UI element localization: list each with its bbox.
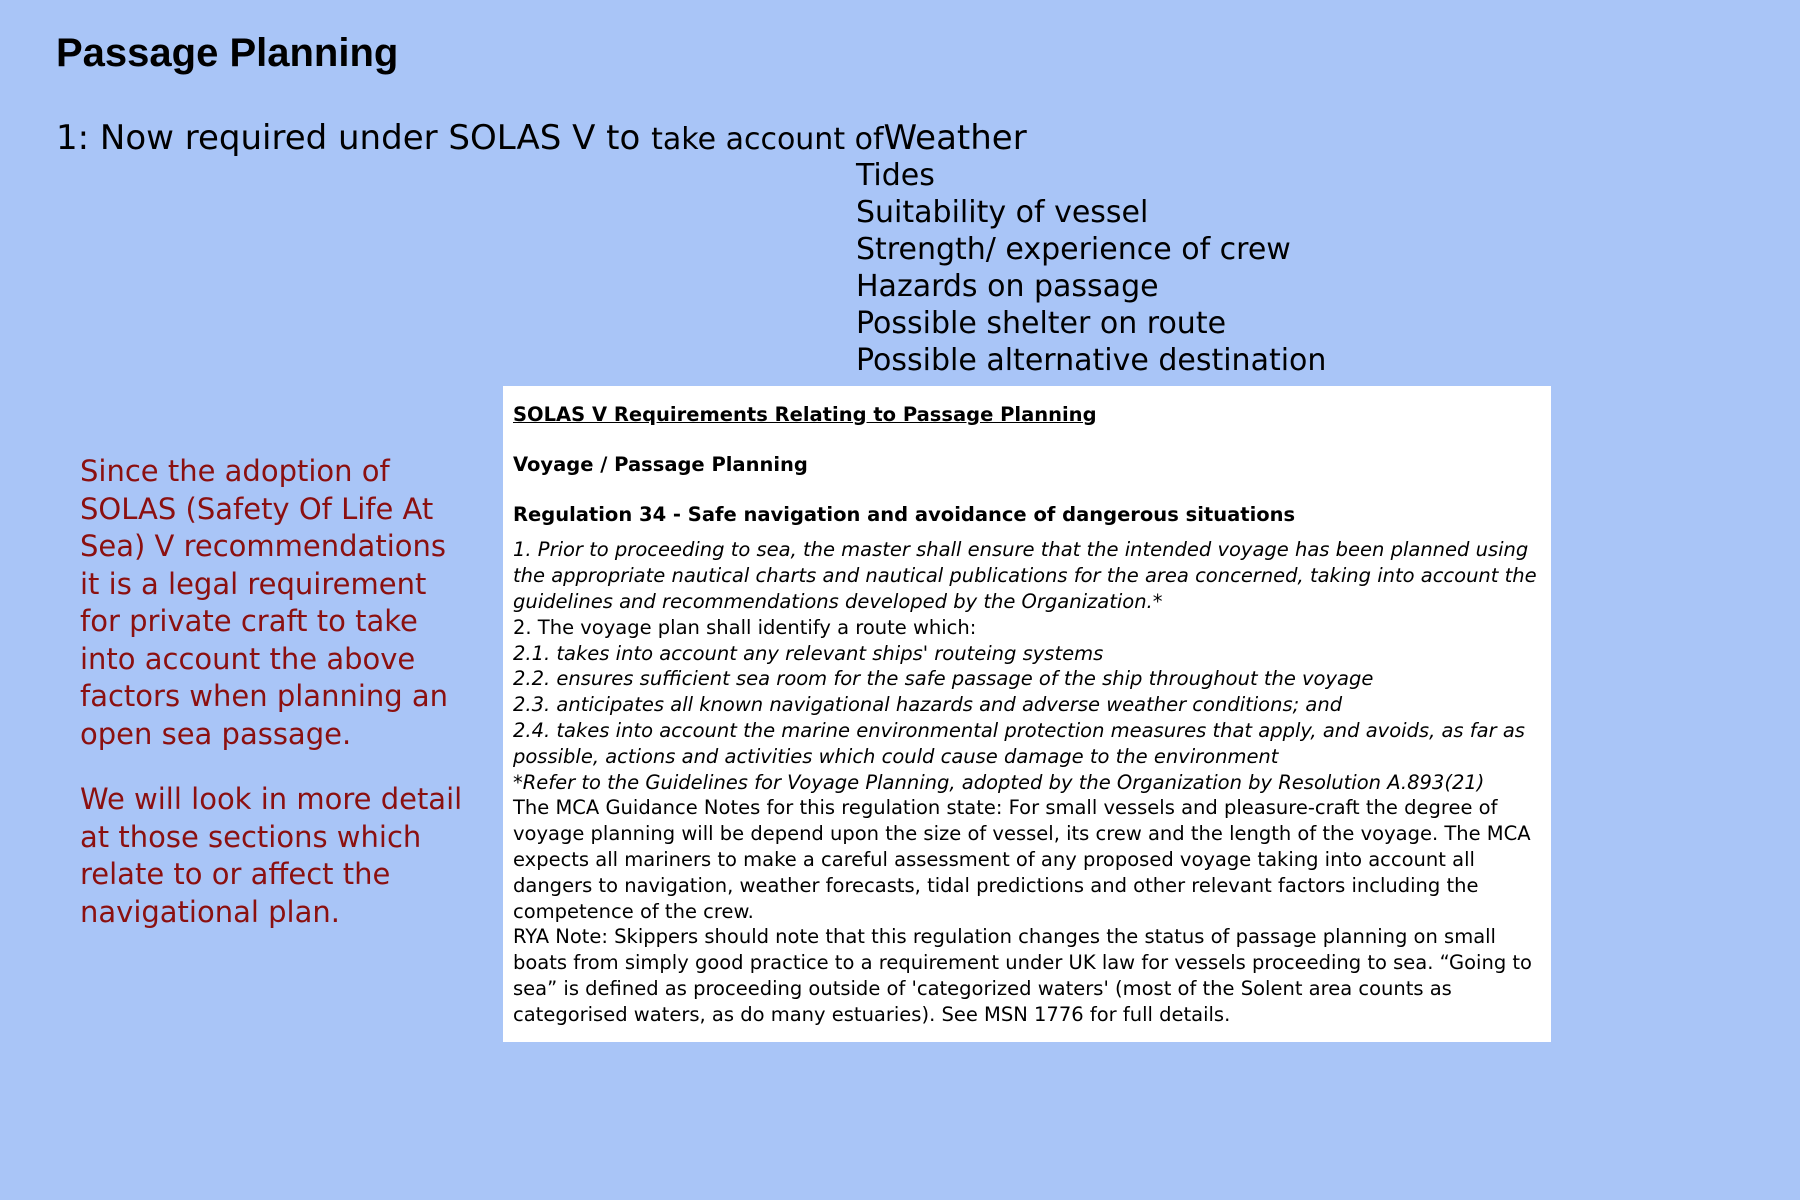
regulation-footnote: *Refer to the Guidelines for Voyage Planning, adopted by the Organization by Resolution A.893(21) [513, 770, 1485, 794]
solas-document-box [503, 386, 1551, 1042]
regulation-paragraph: 1. Prior to proceeding to sea, the master shall ensure that the intended voyage has been planned using the appropriate nautical charts and nautical publications for the area concerned, taking into account the guidelines and recommendations developed by the Organization.* [513, 538, 1537, 613]
intro-tail-text: take account of [651, 122, 884, 157]
factor-item-crew: Strength/ experience of crew [856, 232, 1291, 267]
factors-list [856, 157, 1326, 379]
side-note [80, 453, 470, 959]
factor-item-alternative: Possible alternative destination [856, 343, 1327, 378]
factor-item-tides: Tides [856, 158, 935, 193]
regulation-list-item: 2.3. anticipates all known navigational hazards and adverse weather conditions; and [513, 693, 1343, 717]
slide-title: Passage Planning [56, 31, 399, 75]
factor-item-hazards: Hazards on passage [856, 269, 1159, 304]
regulation-list-item: 2.4. takes into account the marine environmental protection measures that apply, and avoids, as far as possible, actions and activities which could cause damage to the environment [513, 718, 1525, 768]
rya-note: RYA Note: Skippers should note that this regulation changes the status of passage planning on small boats from simply good practice to a requirement under UK law for vessels proceeding to sea. “Going to sea” is defined as proceeding outside of 'categorized waters' (most of the Solent area counts as categorised waters, as do many estuaries). See MSN 1776 for full details. [513, 925, 1532, 1026]
intro-line [56, 118, 1027, 160]
mca-guidance-note: The MCA Guidance Notes for this regulation state: For small vessels and pleasure-craft the degree of voyage planning will be depend upon the size of vessel, its crew and the length of the voyage. The MCA expects all mariners to make a careful assessment of any proposed voyage taking into account all dangers to navigation, weather forecasts, tidal predictions and other relevant factors including the competence of the crew. [513, 796, 1531, 923]
regulation-list-item: 2.1. takes into account any relevant ships' routeing systems [513, 641, 1104, 665]
regulation-list-item: 2.2. ensures sufficient sea room for the safe passage of the ship throughout the voyage [513, 667, 1374, 691]
intro-main-text: 1: Now required under SOLAS V to [56, 118, 652, 158]
factor-item-weather: Weather [883, 118, 1027, 158]
factor-item-shelter: Possible shelter on route [856, 306, 1227, 341]
document-heading: SOLAS V Requirements Relating to Passage Planning [513, 403, 1097, 426]
side-note-paragraph: Since the adoption of SOLAS (Safety Of Life At Sea) V recommendations it is a legal requirement for private craft to take into account the above factors when planning an open sea passage. [80, 454, 449, 751]
factor-item-suitability: Suitability of vessel [856, 195, 1149, 230]
document-subheading: Voyage / Passage Planning [513, 452, 808, 476]
regulation-paragraph: 2. The voyage plan shall identify a route which: [513, 615, 977, 639]
regulation-heading: Regulation 34 - Safe navigation and avoidance of dangerous situations [513, 502, 1296, 526]
side-note-paragraph: We will look in more detail at those sections which relate to or affect the navigational plan. [80, 782, 463, 929]
